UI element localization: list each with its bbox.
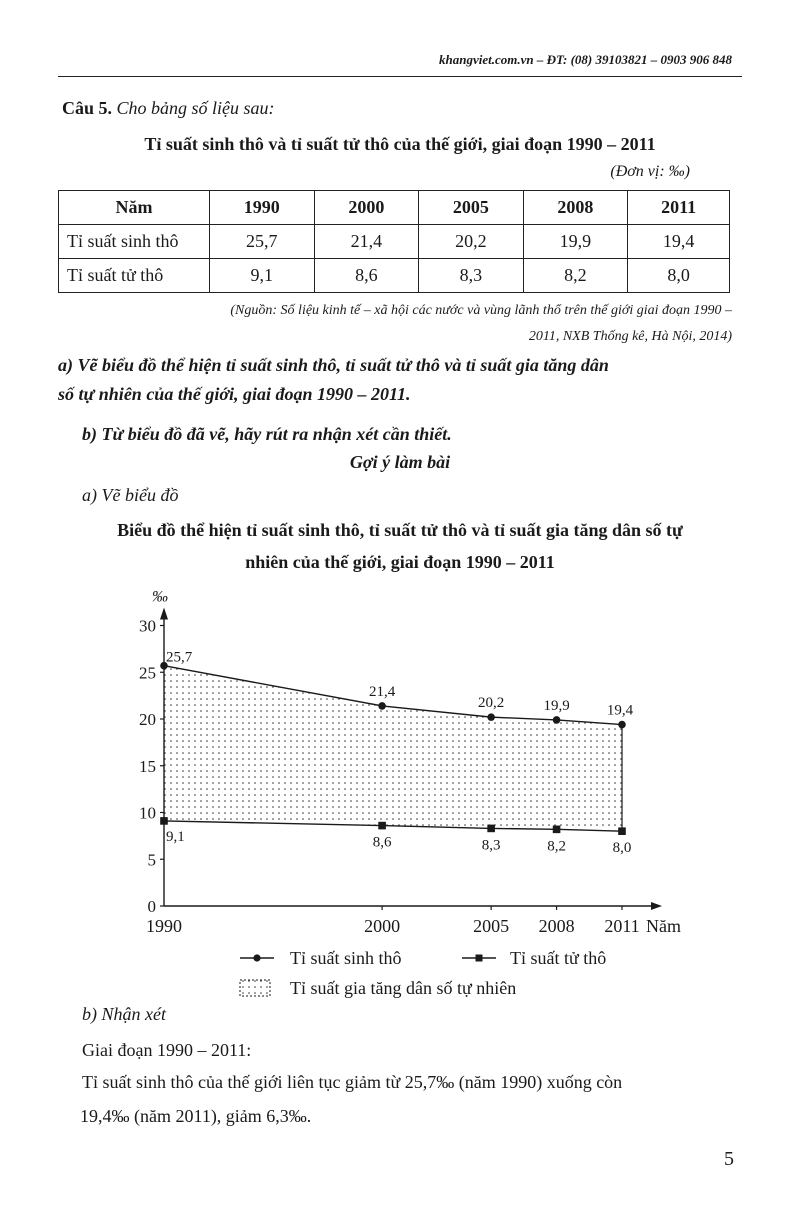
y-tick-label: 30	[139, 616, 156, 636]
table-cell: Tỉ suất tử thô	[59, 259, 210, 293]
death-rate-label: 8,6	[372, 834, 392, 851]
birth-rate-label: 21,4	[368, 683, 396, 700]
legend-area-swatch	[240, 980, 270, 996]
death-rate-point	[618, 827, 626, 835]
death-rate-label: 8,2	[547, 838, 566, 855]
table-header-cell: 1990	[210, 191, 315, 225]
table-cell: 8,2	[523, 259, 628, 293]
death-rate-label: 8,3	[481, 837, 501, 854]
table-cell: 19,4	[628, 225, 730, 259]
page-number: 5	[724, 1148, 734, 1170]
table-cell: Tỉ suất sinh thô	[59, 225, 210, 259]
legend-death-marker	[476, 955, 483, 962]
x-tick-label: 2011	[604, 916, 640, 936]
birth-rate-point	[618, 721, 626, 729]
table-cell: 20,2	[419, 225, 524, 259]
birth-rate-label: 25,7	[166, 649, 193, 666]
page-header: khangviet.com.vn – ĐT: (08) 39103821 – 0903 906 848	[439, 52, 732, 67]
table-header-cell: 2000	[314, 191, 419, 225]
birth-rate-label: 20,2	[478, 695, 505, 712]
table-cell: 21,4	[314, 225, 419, 259]
question-prompt: Cho bảng số liệu sau:	[116, 98, 275, 118]
y-axis-arrow	[160, 608, 168, 620]
birth-rate-point	[378, 702, 386, 710]
x-axis-arrow	[651, 902, 662, 910]
birth-rate-point	[487, 713, 495, 721]
y-tick-label: 25	[139, 663, 156, 683]
x-tick-label: 2000	[364, 916, 401, 936]
table-cell: 9,1	[210, 259, 315, 293]
source-line: (Nguồn: Số liệu kinh tế – xã hội các nước và vùng lãnh thổ trên thế giới giai đoạn 1990 –	[230, 303, 732, 318]
y-tick-label: 10	[139, 803, 156, 823]
x-tick-label: 1990	[146, 916, 182, 936]
y-tick-label: 0	[147, 897, 156, 916]
y-axis-unit: ‰	[152, 588, 168, 606]
question-number: Câu 5.	[62, 98, 113, 118]
part-a-label: a) Vẽ biểu đồ	[82, 485, 179, 505]
comment-line: 19,4‰ (năm 2011), giảm 6,3‰.	[80, 1106, 312, 1126]
table-cell: 8,3	[419, 259, 524, 293]
death-rate-point	[487, 825, 495, 833]
table-unit: (Đơn vị: ‰)	[610, 163, 690, 180]
birth-rate-point	[553, 716, 561, 724]
death-rate-label: 8,0	[612, 840, 632, 857]
table-cell: 8,0	[628, 259, 730, 293]
guide-heading: Gợi ý làm bài	[349, 452, 451, 472]
comment-line: Tỉ suất sinh thô của thế giới liên tục giảm từ 25,7‰ (năm 1990) xuống còn	[82, 1072, 623, 1092]
death-rate-point	[378, 822, 386, 830]
legend-birth-label: Tỉ suất sinh thô	[290, 948, 402, 968]
task-a-line: số tự nhiên của thế giới, giai đoạn 1990 – 2011.	[58, 384, 411, 404]
part-b-label: b) Nhận xét	[82, 1004, 166, 1024]
task-a-line: a) Vẽ biểu đồ thể hiện tỉ suất sinh thô, tỉ suất tử thô và tỉ suất gia tăng dân	[58, 355, 609, 375]
x-axis-title: Năm	[646, 916, 681, 936]
table-header-cell: 2008	[523, 191, 628, 225]
legend-birth-marker	[253, 954, 260, 961]
chart-title-line: nhiên của thế giới, giai đoạn 1990 – 2011	[245, 552, 555, 572]
task-b: b) Từ biểu đồ đã vẽ, hãy rút ra nhận xét cần thiết.	[82, 424, 452, 444]
comment-period: Giai đoạn 1990 – 2011:	[82, 1040, 252, 1060]
death-rate-point	[160, 817, 168, 825]
birth-rate-label: 19,9	[543, 697, 570, 714]
table-header-cell: Năm	[59, 191, 210, 225]
y-tick-label: 20	[139, 710, 156, 729]
x-tick-label: 2008	[538, 916, 575, 936]
legend-death-label: Tỉ suất tử thô	[510, 948, 607, 968]
table-title: Tỉ suất sinh thô và tỉ suất tử thô của thế giới, giai đoạn 1990 – 2011	[144, 134, 656, 154]
chart-title-line: Biểu đồ thể hiện tỉ suất sinh thô, tỉ suất tử thô và tỉ suất gia tăng dân số tự	[117, 520, 683, 540]
death-rate-label: 9,1	[166, 828, 185, 845]
source-line: 2011, NXB Thống kê, Hà Nội, 2014)	[528, 329, 732, 344]
table-header-cell: 2011	[628, 191, 730, 225]
y-tick-label: 15	[139, 756, 156, 776]
table-cell: 25,7	[210, 225, 315, 259]
table-cell: 8,6	[314, 259, 419, 293]
death-rate-point	[553, 826, 561, 834]
birth-rate-label: 19,4	[606, 702, 634, 719]
table-cell: 19,9	[523, 225, 628, 259]
table-header-cell: 2005	[419, 191, 524, 225]
legend-area-label: Tỉ suất gia tăng dân số tự nhiên	[290, 978, 517, 998]
y-tick-label: 5	[147, 850, 156, 870]
x-tick-label: 2005	[473, 916, 510, 936]
